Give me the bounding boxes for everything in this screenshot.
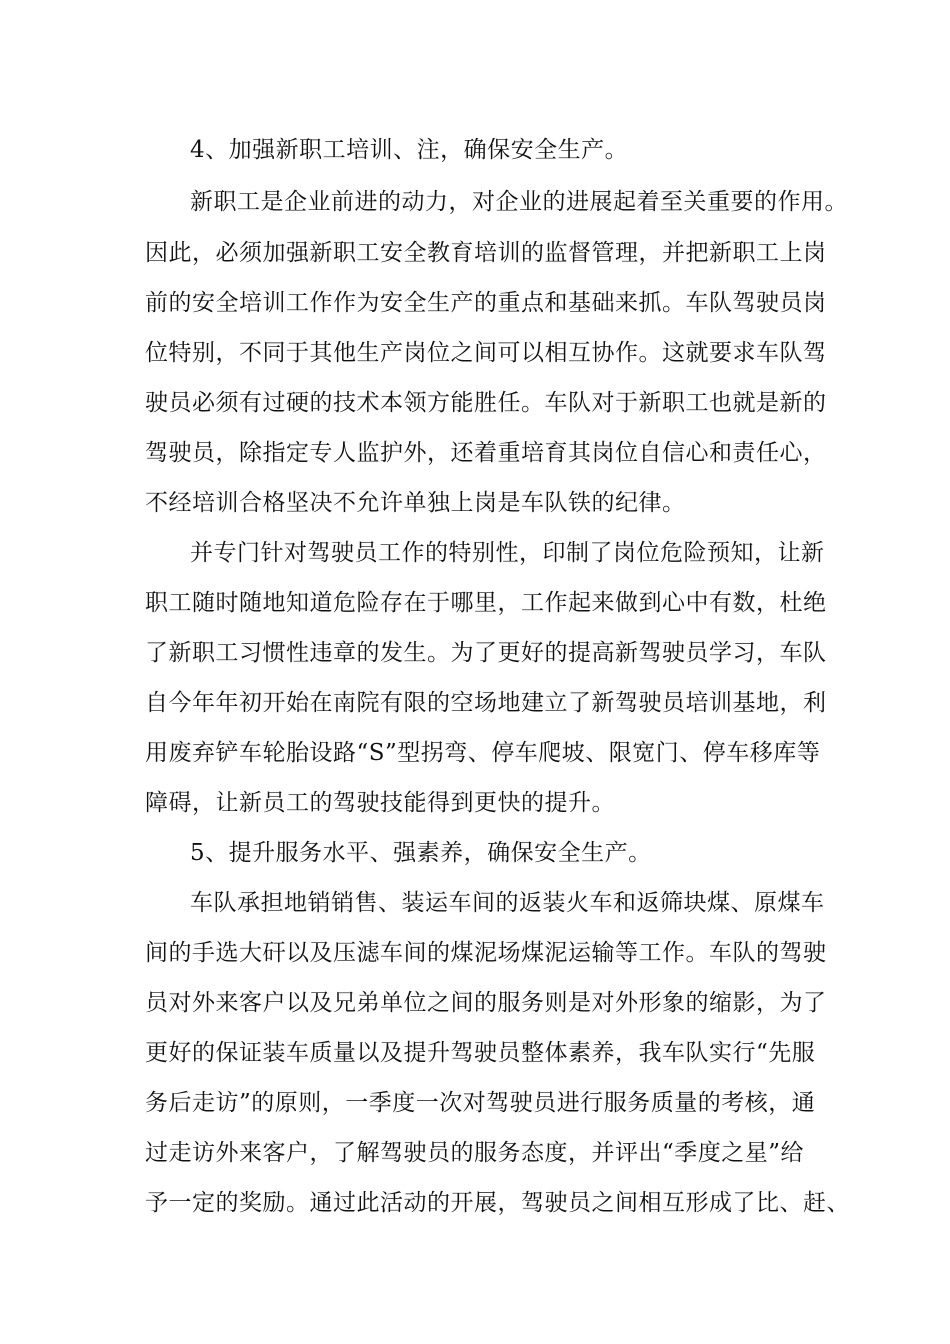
text-line: 车队承担地销销售、装运车间的返装火车和返筛块煤、原煤车	[190, 890, 825, 916]
text-line: 驶员必须有过硬的技术本领方能胜任。车队对于新职工也就是新的	[145, 390, 827, 416]
text-line: 员对外来客户以及兄弟单位之间的服务则是对外形象的缩影，为了	[145, 990, 827, 1016]
text-line: 并专门针对驾驶员工作的特别性，印制了岗位危险预知，让新	[190, 540, 825, 566]
text-line: 职工随时随地知道危险存在于哪里，工作起来做到心中有数，杜绝	[145, 590, 827, 616]
text-line: 予一定的奖励。通过此活动的开展，驾驶员之间相互形成了比、赶、	[145, 1190, 850, 1216]
text-line: 间的手选大矸以及压滤车间的煤泥场煤泥运输等工作。车队的驾驶	[145, 940, 827, 966]
text-line: 了新职工习惯性违章的发生。为了更好的提高新驾驶员学习，车队	[145, 640, 827, 666]
text-line: 更好的保证装车质量以及提升驾驶员整体素养，我车队实行“先服	[145, 1040, 816, 1066]
text-line: 新职工是企业前进的动力，对企业的进展起着至关重要的作用。	[190, 189, 848, 215]
text-line: 驾驶员，除指定专人监护外，还着重培育其岗位自信心和责任心，	[145, 440, 827, 466]
text-line: 用废弃铲车轮胎设路“S”型拐弯、停车爬坡、限宽门、停车移库等	[145, 740, 821, 766]
text-line: 因此，必须加强新职工安全教育培训的监督管理，并把新职工上岗	[145, 240, 827, 266]
text-line: 自今年年初开始在南院有限的空场地建立了新驾驶员培训基地，利	[145, 690, 827, 716]
text-line: 障碍，让新员工的驾驶技能得到更快的提升。	[145, 790, 615, 816]
heading-5: 5、提升服务水平、强素养，确保安全生产。	[190, 840, 652, 866]
text-line: 过走访外来客户，了解驾驶员的服务态度，并评出“季度之星”给	[145, 1140, 805, 1166]
text-line: 位特别，不同于其他生产岗位之间可以相互协作。这就要求车队驾	[145, 340, 827, 366]
text-line: 务后走访”的原则，一季度一次对驾驶员进行服务质量的考核，通	[145, 1090, 816, 1116]
text-line: 前的安全培训工作作为安全生产的重点和基础来抓。车队驾驶员岗	[145, 290, 827, 316]
heading-4: 4、加强新职工培训、注，确保安全生产。	[190, 137, 629, 163]
text-line: 不经培训合格坚决不允许单独上岗是车队铁的纪律。	[145, 490, 686, 516]
